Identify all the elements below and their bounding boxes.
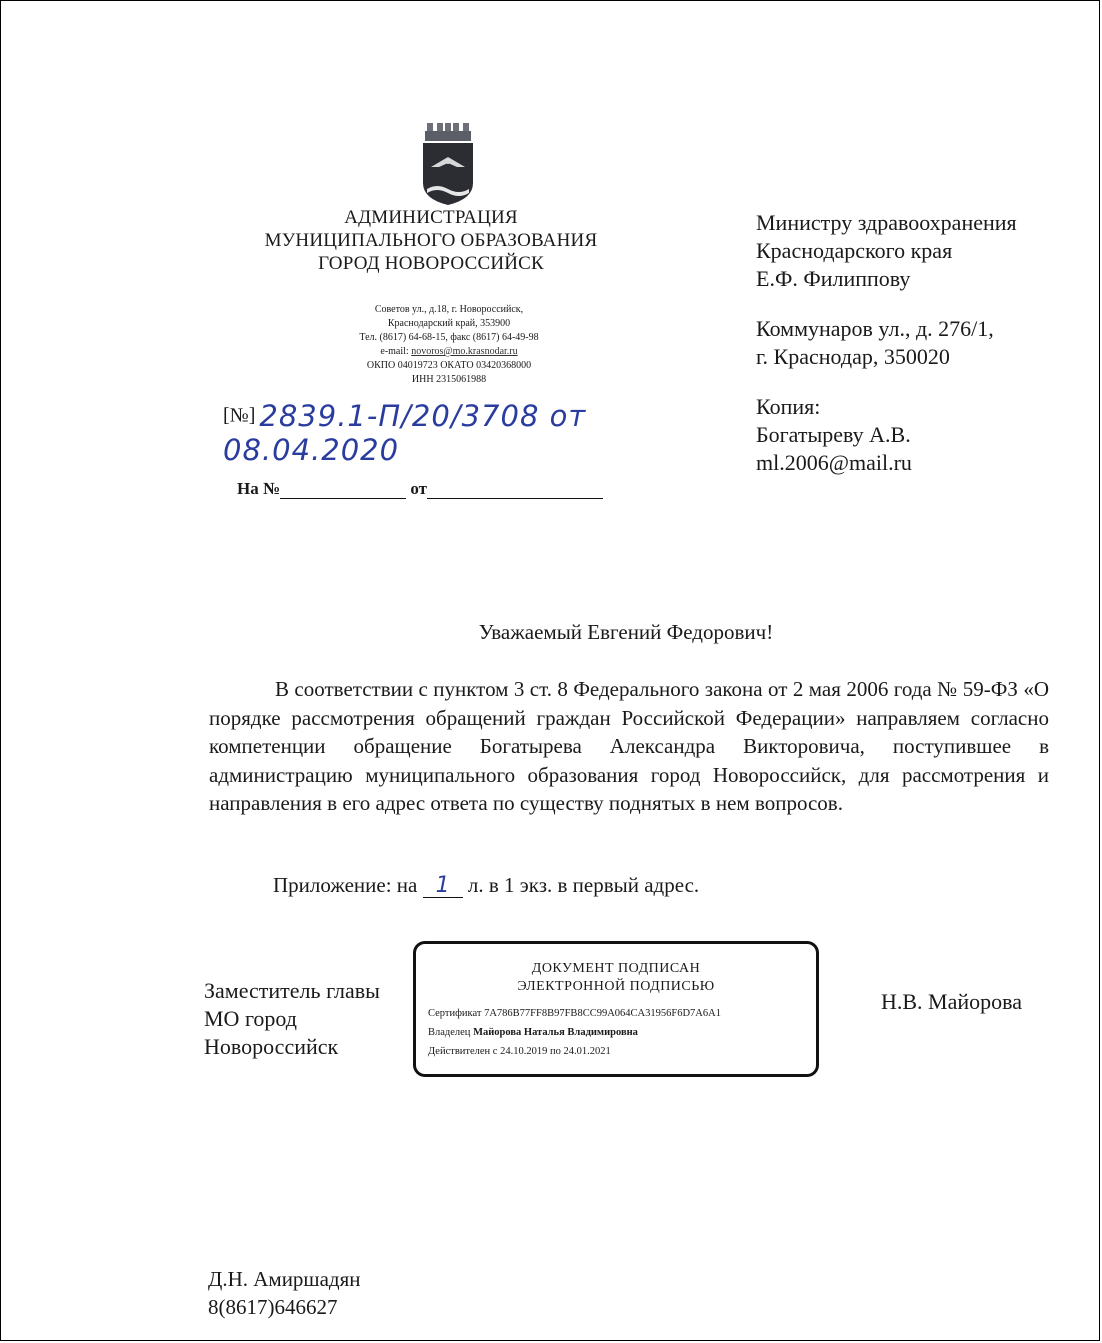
position-line-2: МО город <box>204 1006 297 1031</box>
organization-name <box>241 206 621 275</box>
executor-name: Д.Н. Амиршадян <box>208 1267 361 1291</box>
address-line-1: Советов ул., д.18, г. Новороссийск, <box>374 304 524 315</box>
ref-date-blank <box>427 482 603 499</box>
ref-no-label: На № <box>237 479 281 498</box>
recipient-line-2: Краснодарского края <box>756 238 953 263</box>
email-label: e-mail: <box>380 346 409 357</box>
stamp-owner-label: Владелец <box>428 1027 471 1038</box>
codes-line: ОКПО 04019723 ОКАТО 03420368000 <box>366 360 532 371</box>
executor-phone: 8(8617)646627 <box>208 1295 338 1319</box>
stamp-owner <box>416 1023 816 1042</box>
recipient-address-1: Коммунаров ул., д. 276/1, <box>756 316 994 341</box>
salutation: Уважаемый Евгений Федорович! <box>478 620 774 644</box>
letter-body: В соответствии с пунктом 3 ст. 8 Федерального закона от 2 мая 2006 года № 59-ФЗ «О порядке рассмотрения обращений граждан Российской Федерации» направляем согласно компетенции обращение Богатырева Александра Викторовича, поступившее в администрацию муниципального образования город Новороссийск, для рассмотрения и направления в его адрес ответа по существу поднятых в нем вопросов. <box>209 677 1049 815</box>
inn-line: ИНН 2315061988 <box>411 374 487 385</box>
phone-fax-line: Тел. (8617) 64-68-15, факс (8617) 64-49-98 <box>359 332 539 343</box>
signer-name: Н.В. Майорова <box>881 989 1023 1014</box>
address-line-2: Краснодарский край, 353900 <box>387 318 511 329</box>
org-line-3: ГОРОД НОВОРОССИЙСК <box>318 253 544 274</box>
ref-from-label: от <box>410 479 427 498</box>
org-line-1: АДМИНИСТРАЦИЯ <box>344 207 518 228</box>
recipient-block <box>756 209 1076 477</box>
city-coat-of-arms-icon <box>419 123 477 205</box>
attachment-suffix: л. в 1 экз. в первый адрес. <box>467 873 700 897</box>
ref-no-blank <box>280 482 406 499</box>
copy-label: Копия: <box>756 394 821 419</box>
reference-row <box>237 479 617 499</box>
recipient-line-3: Е.Ф. Филиппову <box>756 266 911 291</box>
email-link[interactable]: novoros@mo.krasnodar.ru <box>411 346 518 357</box>
email-line <box>299 345 599 359</box>
executor-block <box>208 1265 361 1321</box>
registration-number <box>223 399 743 467</box>
handwritten-number: 2839.1-П/20/3708 от 08.04.2020 <box>223 399 587 467</box>
e-signature-stamp <box>413 941 819 1077</box>
recipient-address-2: г. Краснодар, 350020 <box>756 344 950 369</box>
number-mark: [№] <box>223 404 256 427</box>
signatory-position <box>204 977 380 1061</box>
stamp-certificate: Сертификат 7A786B77FF8B97FB8CC99A064CA31956F6D7A6A1 <box>428 1008 721 1019</box>
contact-block <box>299 303 599 387</box>
stamp-title-1: ДОКУМЕНТ ПОДПИСАН <box>531 961 701 976</box>
attachment-prefix: Приложение: на <box>273 873 418 897</box>
stamp-validity: Действителен с 24.10.2019 по 24.01.2021 <box>428 1046 611 1057</box>
attachment-line <box>273 873 699 898</box>
attachment-count: 1 <box>423 875 463 898</box>
stamp-title-2: ЭЛЕКТРОННОЙ ПОДПИСЬЮ <box>517 979 715 994</box>
copy-email: ml.2006@mail.ru <box>756 450 912 475</box>
position-line-1: Заместитель главы <box>204 978 380 1003</box>
recipient-line-1: Министру здравоохранения <box>756 210 1017 235</box>
position-line-3: Новороссийск <box>204 1034 339 1059</box>
stamp-owner-name: Майорова Наталья Владимировна <box>473 1027 638 1038</box>
copy-name: Богатыреву А.В. <box>756 422 911 447</box>
org-line-2: МУНИЦИПАЛЬНОГО ОБРАЗОВАНИЯ <box>264 230 598 251</box>
